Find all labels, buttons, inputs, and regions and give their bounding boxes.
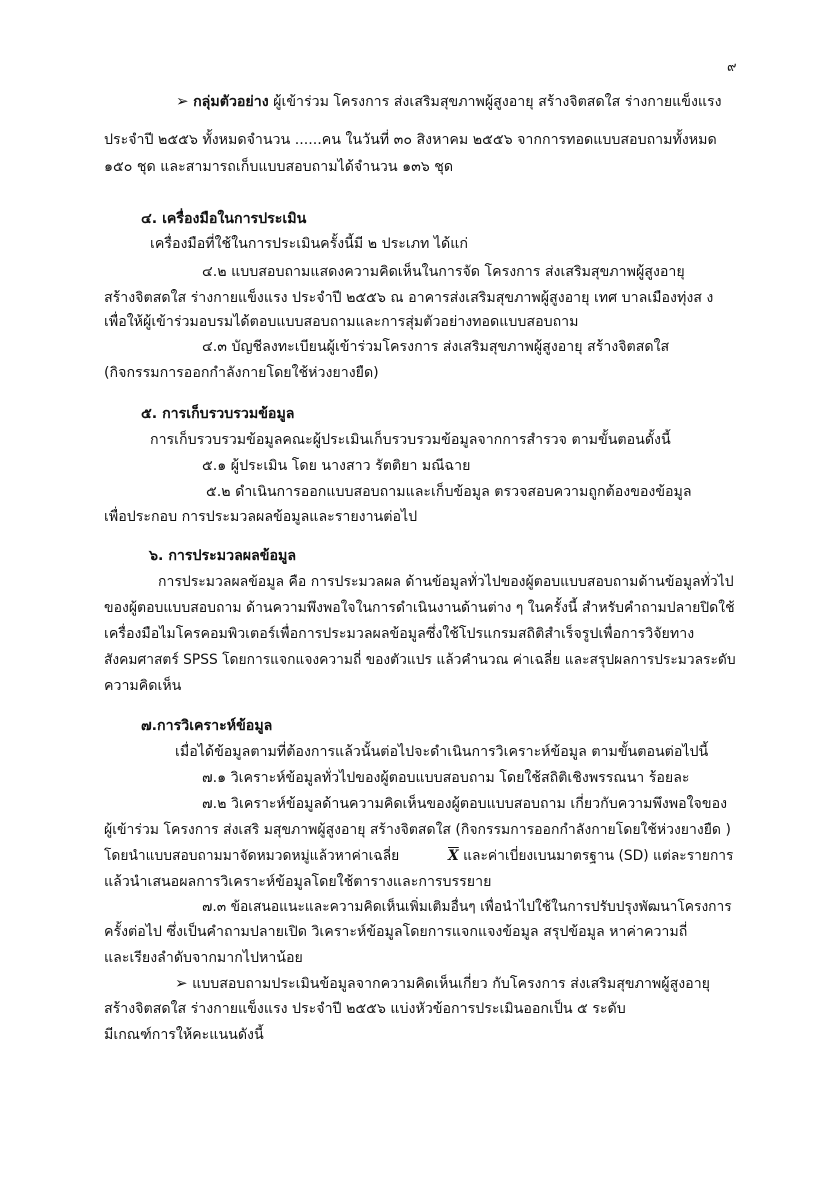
section-6-line-5: ความคิดเห็น bbox=[104, 678, 182, 694]
section-4-item-1-line-1: ๔.๒ แบบสอบถามแสดงความคิดเห็นในการจัด โครงการ ส่งเสริมสุขภาพผู้สูงอายุ bbox=[202, 264, 685, 280]
section-7-item-2-line-3b: และค่าเบี่ยงเบนมาตรฐาน (SD) แต่ละรายการ bbox=[463, 848, 734, 864]
section-5-intro: การเก็บรวบรวมข้อมูลคณะผู้ประเมินเก็บรวบรวมข้อมูลจากการสำรวจ ตามขั้นตอนดั้งนี้ bbox=[150, 432, 671, 448]
section-6-heading: ๖. การประมวลผลข้อมูล bbox=[149, 548, 297, 564]
section-4-item-2-line-2: (กิจกรรมการออกกำลังกายโดยใช้ห่วงยางยืด) bbox=[104, 365, 379, 381]
section-4-item-2-line-1: ๔.๓ บัญชีลงทะเบียนผู้เข้าร่วมโครงการ ส่งเสริมสุขภาพผู้สูงอายุ สร้างจิตสดใส bbox=[202, 339, 670, 355]
section-4-item-1-line-2: สร้างจิตสดใส ร่างกายแข็งแรง ประจำปี ๒๕๕๖ ณ อาคารส่งเสริมสุขภาพผู้สูงอายุ เทศ บาลเมืองทุ่งส ง bbox=[104, 290, 714, 306]
section-7-intro: เมื่อได้ข้อมูลตามที่ต้องการแล้วนั้นต่อไปจะดำเนินการวิเคราะห์ข้อมูล ตามขั้นตอนต่อไปนี้ bbox=[175, 744, 709, 760]
section-5-heading: ๕. การเก็บรวบรวมข้อมูล bbox=[141, 406, 295, 422]
section-4-item-1-line-3: เพื่อให้ผู้เข้าร่วมอบรมได้ตอบแบบสอบถามและการสุ่มตัวอย่างทอดแบบสอบถาม bbox=[104, 314, 579, 330]
section-7-item-2-line-3 bbox=[104, 846, 733, 866]
survey-text: แบบสอบถามประเมินข้อมูลจากความคิดเห็นเกี่ยว กับโครงการ ส่งเสริมสุขภาพผู้สูงอายุ bbox=[192, 976, 710, 992]
survey-line-2: สร้างจิตสดใส ร่างกายแข็งแรง ประจำปี ๒๕๕๖ แบ่งหัวข้อการประเมินออกเป็น ๕ ระดับ bbox=[104, 1001, 626, 1017]
arrow-bullet-icon: ➢ bbox=[175, 974, 188, 992]
section-6-line-4: สังคมศาสตร์ SPSS โดยการแจกแจงความถี่ ของตัวแปร แล้วคำนวณ ค่าเฉลี่ย และสรุปผลการประมวลระดับ bbox=[104, 652, 736, 668]
section-7-item-2-line-3a: โดยนำแบบสอบถามมาจัดหมวดหมู่แล้วหาค่าเฉลี่ย bbox=[104, 848, 400, 864]
section-7-item-3-line-1: ๗.๓ ข้อเสนอแนะและความคิดเห็นเพิ่มเติมอื่นๆ เพื่อนำไปใช้ในการปรับปรุงพัฒนาโครงการ bbox=[202, 899, 732, 915]
sample-paragraph-line-2: ประจำปี ๒๕๕๖ ทั้งหมดจำนวน ......คน ในวันที่ ๓๐ สิงหาคม ๒๕๕๖ จากการทอดแบบสอบถามทั้งหมด bbox=[104, 132, 717, 148]
mean-xbar-symbol: $\overline{X}$ bbox=[448, 848, 459, 864]
section-5-item-2-line-1: ๕.๒ ดำเนินการออกแบบสอบถามและเก็บข้อมูล ตรวจสอบความถูกต้องของข้อมูล bbox=[206, 484, 692, 500]
section-5-item-1: ๕.๑ ผู้ประเมิน โดย นางสาว รัตติยา มณีฉาย bbox=[202, 458, 471, 474]
section-6-line-1: การประมวลผลข้อมูล คือ การประมวลผล ด้านข้อมูลทั่วไปของผู้ตอบแบบสอบถามด้านข้อมูลทั่วไป bbox=[158, 574, 734, 590]
section-4-heading: ๔. เครื่องมือในการประเมิน bbox=[141, 211, 307, 227]
section-4-intro: เครื่องมือที่ใช้ในการประเมินครั้งนี้มี ๒ ประเภท ได้แก่ bbox=[150, 236, 468, 252]
survey-line-3: มีเกณฑ์การให้คะแนนดังนี้ bbox=[104, 1027, 264, 1043]
section-7-item-2-line-4: แล้วนำเสนอผลการวิเคราะห์ข้อมูลโดยใช้ตารางและการบรรยาย bbox=[104, 874, 492, 890]
section-7-item-3-line-2: ครั้งต่อไป ซึ่งเป็นคำถามปลายเปิด วิเคราะห์ข้อมูลโดยการแจกแจงข้อมูล สรุปข้อมูล หาค่าความถี่ bbox=[104, 924, 688, 940]
arrow-bullet-icon: ➢ bbox=[176, 92, 189, 110]
sample-paragraph-line-1 bbox=[176, 91, 722, 112]
section-7-item-2-line-2: ผู้เข้าร่วม โครงการ ส่งเสริ มสุขภาพผู้สูงอายุ สร้างจิตสดใส (กิจกรรมการออกกำลังกายโดยใช้ห่วงยางยืด ) bbox=[104, 822, 731, 838]
section-6-line-2: ของผู้ตอบแบบสอบถาม ด้านความพึงพอใจในการดำเนินงานด้านต่าง ๆ ในครั้งนี้ สำหรับคำถามปลายปิดใช้ bbox=[104, 600, 735, 616]
section-5-item-2-line-2: เพื่อประกอบ การประมวลผลข้อมูลและรายงานต่อไป bbox=[104, 509, 418, 525]
section-7-item-1: ๗.๑ วิเคราะห์ข้อมูลทั่วไปของผู้ตอบแบบสอบถาม โดยใช้สถิติเชิงพรรณนา ร้อยละ bbox=[202, 770, 690, 786]
sample-heading: กลุ่มตัวอย่าง bbox=[193, 94, 269, 110]
sample-paragraph-line-3: ๑๕๐ ชุด และสามารถเก็บแบบสอบถามได้จำนวน ๑๓๖ ชุด bbox=[104, 159, 454, 175]
section-7-heading: ๗.การวิเคราะห์ข้อมูล bbox=[141, 718, 273, 734]
survey-line-1 bbox=[175, 973, 710, 994]
page-number: ๙ bbox=[727, 60, 737, 75]
section-7-item-2-line-1: ๗.๒ วิเคราะห์ข้อมูลด้านความคิดเห็นของผู้ตอบแบบสอบถาม เกี่ยวกับความพึงพอใจของ bbox=[202, 796, 728, 812]
section-6-line-3: เครื่องมือไมโครคอมพิวเตอร์เพื่อการประมวลผลข้อมูลซึ่งใช้โปรแกรมสถิติสำเร็จรูปเพื่อการวิจัยทาง bbox=[104, 626, 695, 642]
sample-text: ผู้เข้าร่วม โครงการ ส่งเสริมสุขภาพผู้สูงอายุ สร้างจิตสดใส ร่างกายแข็งแรง bbox=[273, 94, 722, 110]
section-7-item-3-line-3: และเรียงลำดับจากมากไปหาน้อย bbox=[104, 950, 303, 966]
